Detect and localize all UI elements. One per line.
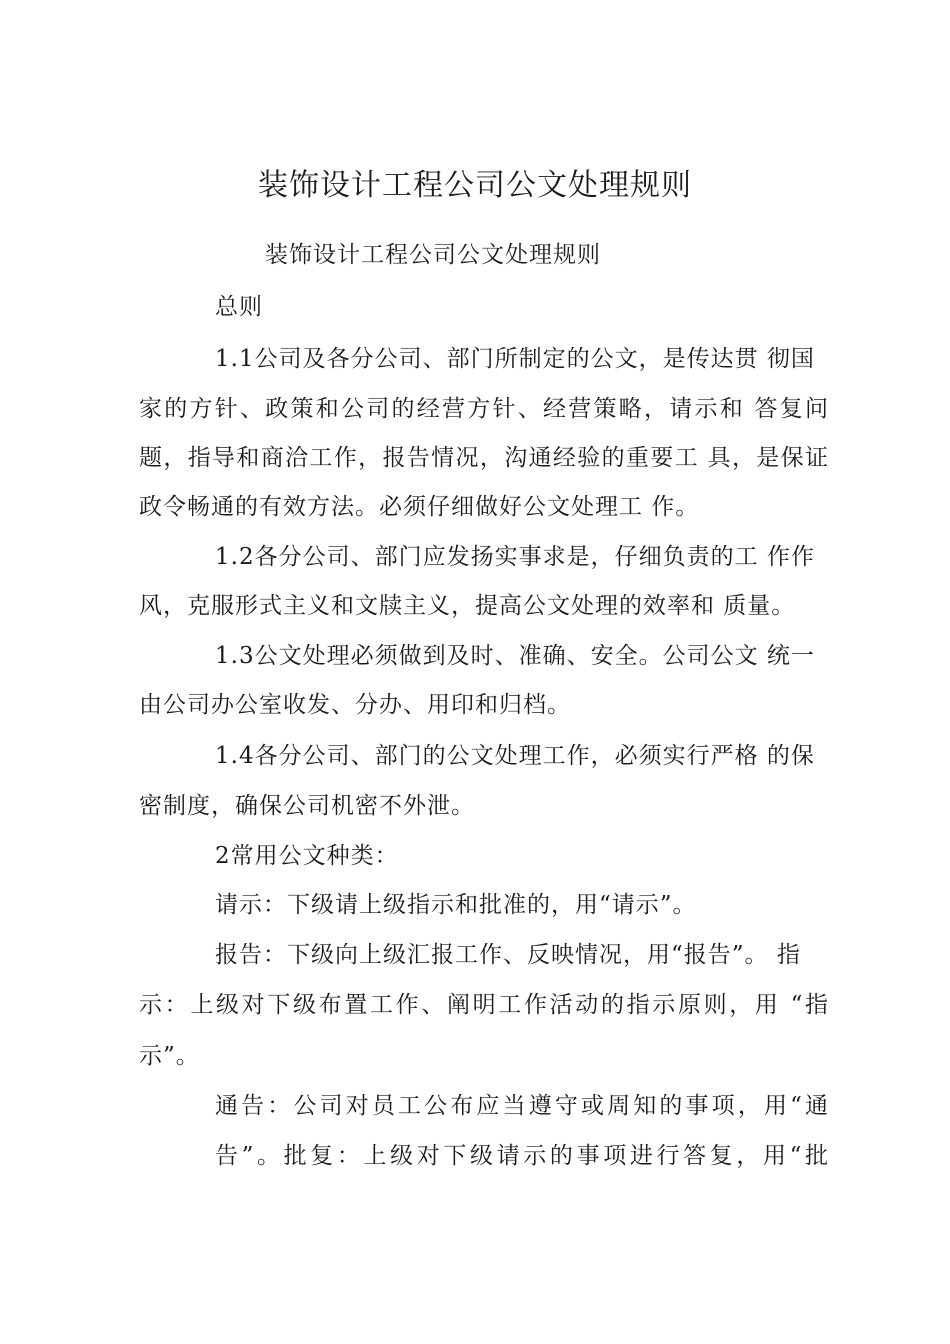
- section-heading-general: 总则: [215, 294, 263, 320]
- paragraph-line: 报告：下级向上级汇报工作、反映情况，用“报告”。 指: [215, 942, 801, 968]
- paragraph-line: 风，克服形式主义和文牍主义，提高公文处理的效率和 质量。: [139, 593, 796, 619]
- paragraph-line: 家的方针、政策和公司的经营方针、经营策略，请示和 答复问: [139, 396, 829, 422]
- paragraph-line: 示”。: [139, 1043, 200, 1069]
- paragraph-line: 示：上级对下级布置工作、阐明工作活动的指示原则，用 “指: [139, 992, 829, 1018]
- paragraph-line: 1.1公司及各分公司、部门所制定的公文，是传达贯 彻国: [215, 346, 815, 372]
- paragraph-line: 密制度，确保公司机密不外泄。: [139, 793, 475, 819]
- paragraph-line: 题，指导和商洽工作，报告情况，沟通经验的重要工 具，是保证: [139, 445, 829, 471]
- paragraph-line: 告”。批复：上级对下级请示的事项进行答复，用“批: [215, 1143, 829, 1169]
- paragraph-line: 通告：公司对员工公布应当遵守或周知的事项，用“通: [215, 1093, 829, 1119]
- paragraph-line: 请示：下级请上级指示和批准的，用“请示”。: [215, 892, 697, 918]
- paragraph-line: 1.3公文处理必须做到及时、准确、安全。公司公文 统一: [215, 643, 815, 669]
- section-heading-types: 2常用公文种类：: [215, 843, 399, 869]
- paragraph-line: 1.4各分公司、部门的公文处理工作，必须实行严格 的保: [215, 743, 815, 769]
- paragraph-line: 由公司办公室收发、分办、用印和归档。: [139, 692, 571, 718]
- document-title: 装饰设计工程公司公文处理规则: [258, 168, 692, 203]
- paragraph-line: 1.2各分公司、部门应发扬实事求是，仔细负责的工 作作: [215, 544, 815, 570]
- document-subtitle: 装饰设计工程公司公文处理规则: [265, 242, 601, 268]
- paragraph-line: 政令畅通的有效方法。必须仔细做好公文处理工 作。: [139, 494, 700, 520]
